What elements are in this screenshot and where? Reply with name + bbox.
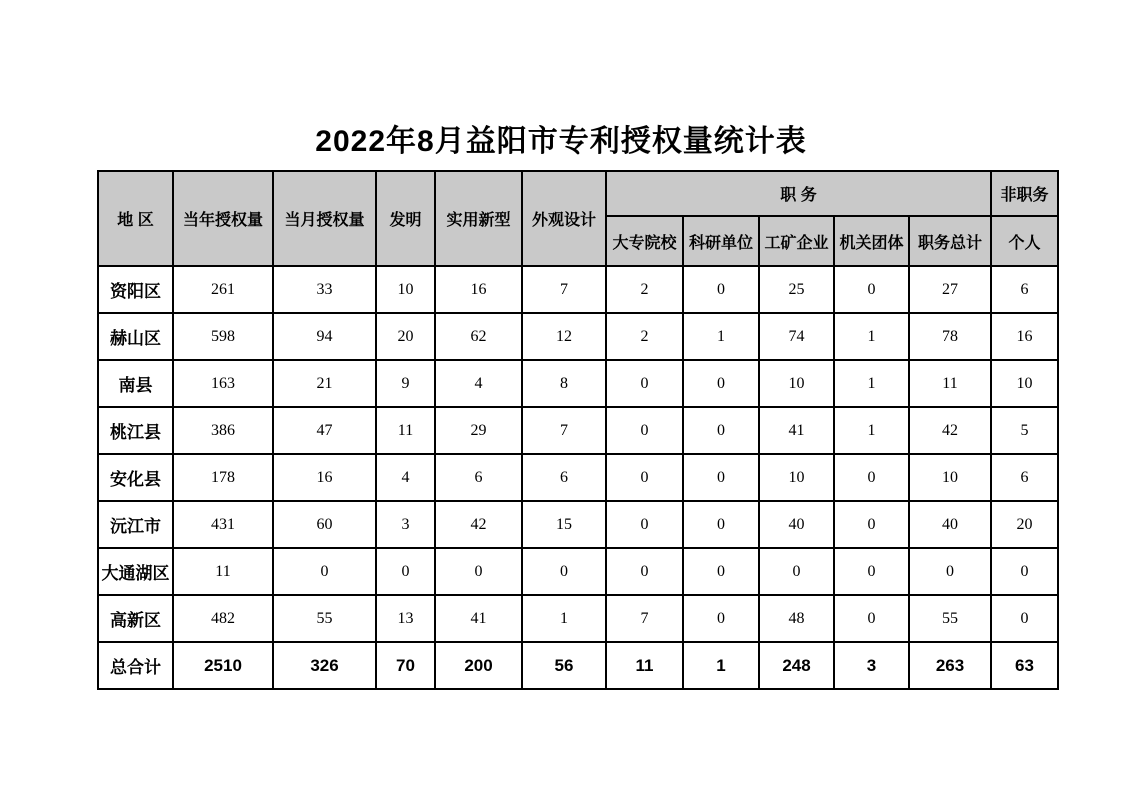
- data-cell: 248: [759, 642, 834, 689]
- data-cell: 6: [522, 454, 606, 501]
- data-cell: 25: [759, 266, 834, 313]
- data-cell: 6: [991, 266, 1058, 313]
- data-cell: 482: [173, 595, 273, 642]
- data-cell: 0: [683, 407, 759, 454]
- data-cell: 11: [909, 360, 991, 407]
- data-cell: 48: [759, 595, 834, 642]
- data-cell: 1: [683, 642, 759, 689]
- header-industry-enterprise: 工矿企业: [759, 216, 834, 266]
- page-title: 2022年8月益阳市专利授权量统计表: [315, 125, 807, 158]
- data-cell: 40: [909, 501, 991, 548]
- data-cell: 29: [435, 407, 522, 454]
- header-invention: 发明: [376, 171, 435, 266]
- data-cell: 11: [606, 642, 683, 689]
- data-cell: 2: [606, 313, 683, 360]
- table-row: [98, 313, 1058, 360]
- data-cell: 0: [834, 548, 909, 595]
- data-cell: 0: [435, 548, 522, 595]
- header-year-total: 当年授权量: [173, 171, 273, 266]
- data-cell: 0: [683, 501, 759, 548]
- data-cell: 261: [173, 266, 273, 313]
- header-government-group: 机关团体: [834, 216, 909, 266]
- data-cell: 16: [991, 313, 1058, 360]
- data-cell: 11: [173, 548, 273, 595]
- data-cell: 7: [606, 595, 683, 642]
- data-cell: 78: [909, 313, 991, 360]
- data-cell: 326: [273, 642, 376, 689]
- region-cell: 安化县: [98, 454, 173, 501]
- data-cell: 55: [909, 595, 991, 642]
- data-cell: 163: [173, 360, 273, 407]
- data-cell: 0: [909, 548, 991, 595]
- data-cell: 74: [759, 313, 834, 360]
- data-cell: 10: [991, 360, 1058, 407]
- table-row: [98, 548, 1058, 595]
- data-cell: 21: [273, 360, 376, 407]
- data-cell: 40: [759, 501, 834, 548]
- header-non-service-group: 非职务: [991, 171, 1058, 216]
- data-cell: 20: [991, 501, 1058, 548]
- region-cell: 高新区: [98, 595, 173, 642]
- data-cell: 41: [435, 595, 522, 642]
- data-cell: 11: [376, 407, 435, 454]
- data-cell: 0: [759, 548, 834, 595]
- table-row: [98, 501, 1058, 548]
- data-cell: 0: [273, 548, 376, 595]
- header-service-total: 职务总计: [909, 216, 991, 266]
- data-cell: 15: [522, 501, 606, 548]
- data-cell: 4: [376, 454, 435, 501]
- table-row: [98, 595, 1058, 642]
- data-cell: 27: [909, 266, 991, 313]
- region-cell: 南县: [98, 360, 173, 407]
- patent-statistics-table: [97, 170, 1059, 690]
- data-cell: 7: [522, 407, 606, 454]
- data-cell: 13: [376, 595, 435, 642]
- data-cell: 20: [376, 313, 435, 360]
- data-cell: 0: [606, 407, 683, 454]
- data-cell: 0: [376, 548, 435, 595]
- data-cell: 94: [273, 313, 376, 360]
- data-cell: 1: [683, 313, 759, 360]
- data-cell: 16: [273, 454, 376, 501]
- data-cell: 12: [522, 313, 606, 360]
- data-cell: 0: [683, 595, 759, 642]
- data-cell: 10: [376, 266, 435, 313]
- data-cell: 10: [759, 454, 834, 501]
- data-cell: 0: [834, 266, 909, 313]
- data-cell: 63: [991, 642, 1058, 689]
- region-cell: 总合计: [98, 642, 173, 689]
- data-cell: 0: [606, 548, 683, 595]
- data-cell: 2: [606, 266, 683, 313]
- data-cell: 0: [991, 595, 1058, 642]
- data-cell: 0: [522, 548, 606, 595]
- region-cell: 赫山区: [98, 313, 173, 360]
- data-cell: 263: [909, 642, 991, 689]
- data-cell: 6: [435, 454, 522, 501]
- table-row: [98, 266, 1058, 313]
- data-cell: 386: [173, 407, 273, 454]
- data-cell: 55: [273, 595, 376, 642]
- data-cell: 10: [909, 454, 991, 501]
- data-cell: 0: [834, 501, 909, 548]
- data-cell: 56: [522, 642, 606, 689]
- header-month-total: 当月授权量: [273, 171, 376, 266]
- data-cell: 200: [435, 642, 522, 689]
- data-cell: 62: [435, 313, 522, 360]
- region-cell: 资阳区: [98, 266, 173, 313]
- data-cell: 7: [522, 266, 606, 313]
- data-cell: 0: [606, 501, 683, 548]
- data-cell: 598: [173, 313, 273, 360]
- data-cell: 9: [376, 360, 435, 407]
- header-design: 外观设计: [522, 171, 606, 266]
- data-cell: 6: [991, 454, 1058, 501]
- header-region: 地 区: [98, 171, 173, 266]
- data-cell: 16: [435, 266, 522, 313]
- data-cell: 0: [991, 548, 1058, 595]
- data-cell: 1: [834, 407, 909, 454]
- data-cell: 0: [834, 595, 909, 642]
- data-cell: 33: [273, 266, 376, 313]
- data-cell: 431: [173, 501, 273, 548]
- data-cell: 0: [683, 548, 759, 595]
- table-row: [98, 454, 1058, 501]
- data-cell: 0: [683, 360, 759, 407]
- data-cell: 1: [834, 313, 909, 360]
- data-cell: 0: [606, 360, 683, 407]
- data-cell: 42: [909, 407, 991, 454]
- data-cell: 42: [435, 501, 522, 548]
- data-cell: 10: [759, 360, 834, 407]
- data-cell: 70: [376, 642, 435, 689]
- data-cell: 0: [606, 454, 683, 501]
- data-cell: 0: [683, 266, 759, 313]
- header-research-unit: 科研单位: [683, 216, 759, 266]
- table-row: [98, 360, 1058, 407]
- region-cell: 大通湖区: [98, 548, 173, 595]
- data-cell: 3: [376, 501, 435, 548]
- data-cell: 0: [834, 454, 909, 501]
- header-college: 大专院校: [606, 216, 683, 266]
- table-row: [98, 407, 1058, 454]
- data-cell: 5: [991, 407, 1058, 454]
- header-utility-model: 实用新型: [435, 171, 522, 266]
- region-cell: 桃江县: [98, 407, 173, 454]
- data-cell: 8: [522, 360, 606, 407]
- header-individual: 个人: [991, 216, 1058, 266]
- data-cell: 0: [683, 454, 759, 501]
- data-cell: 41: [759, 407, 834, 454]
- data-cell: 4: [435, 360, 522, 407]
- header-service-group: 职 务: [606, 171, 991, 216]
- data-cell: 178: [173, 454, 273, 501]
- data-cell: 60: [273, 501, 376, 548]
- data-cell: 47: [273, 407, 376, 454]
- data-cell: 1: [834, 360, 909, 407]
- region-cell: 沅江市: [98, 501, 173, 548]
- header-row-top: [98, 171, 1058, 216]
- data-cell: 2510: [173, 642, 273, 689]
- data-cell: 1: [522, 595, 606, 642]
- total-row: [98, 642, 1058, 689]
- data-cell: 3: [834, 642, 909, 689]
